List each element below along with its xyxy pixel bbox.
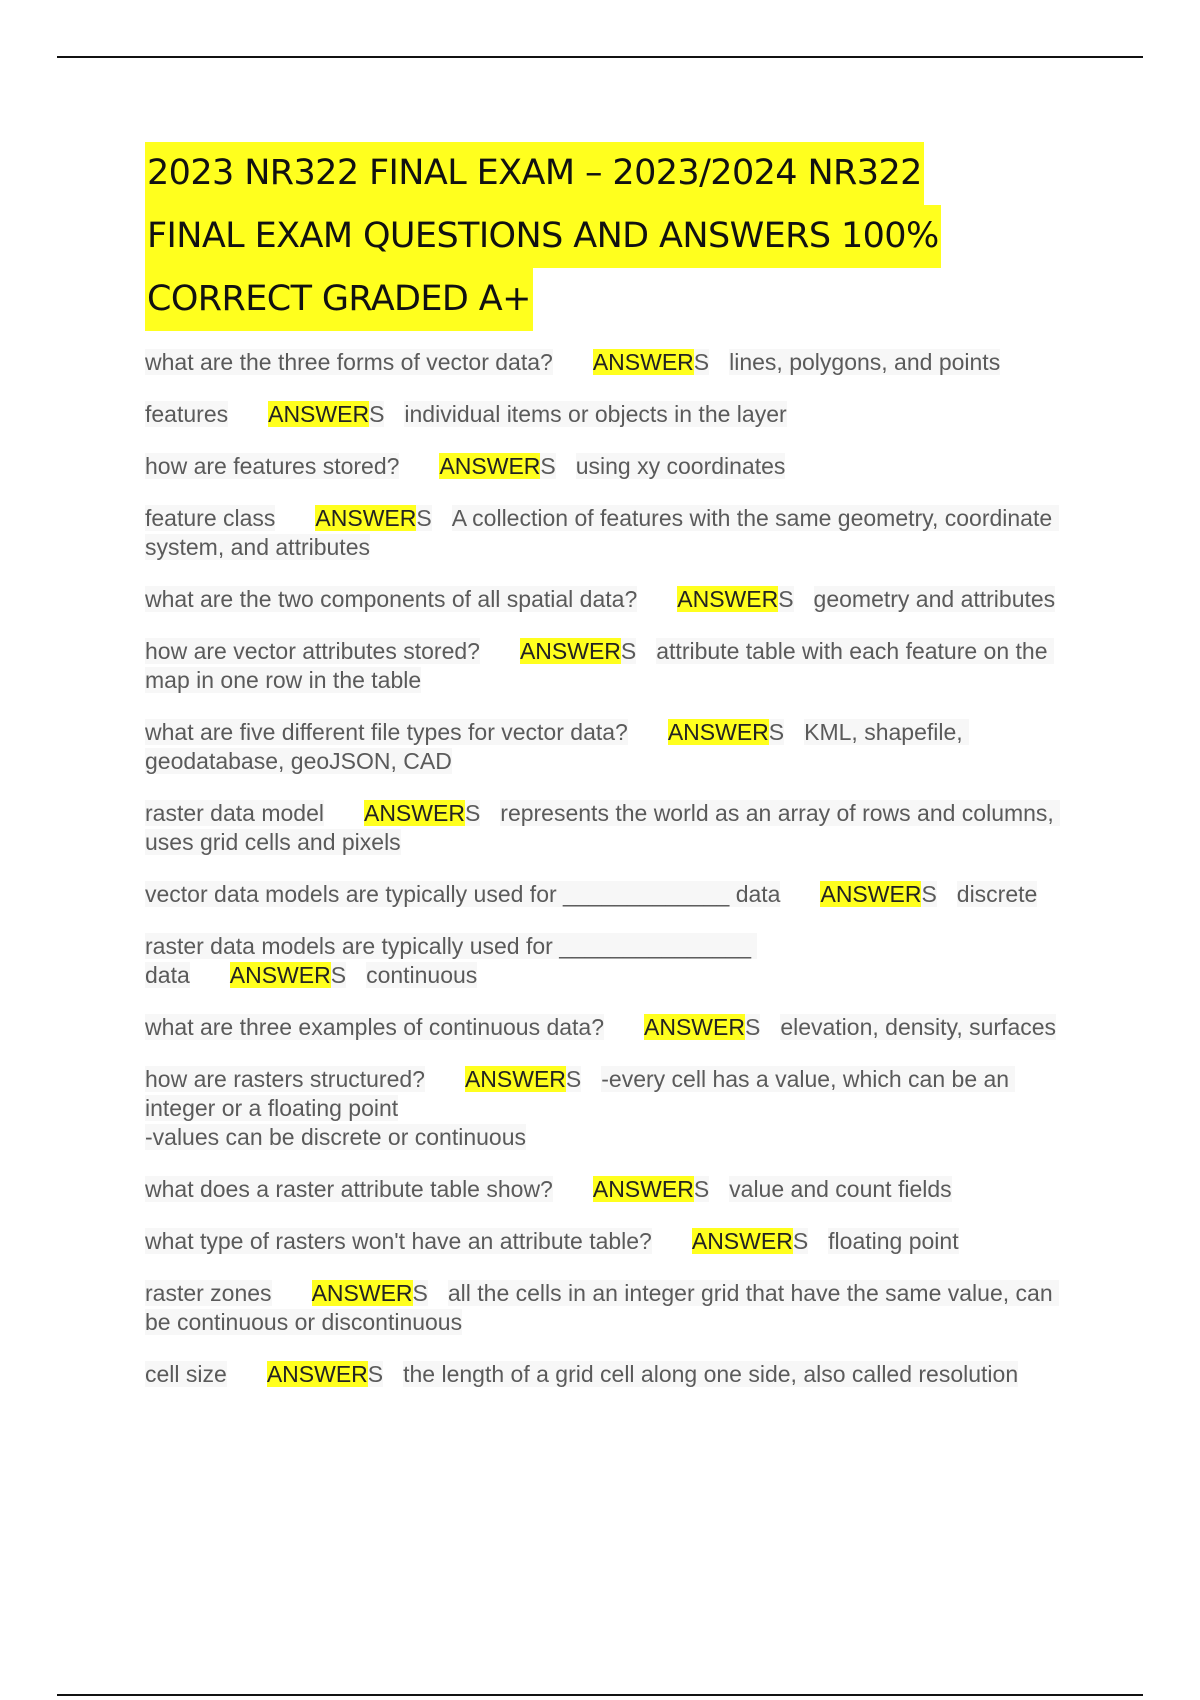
answer-label	[439, 453, 555, 479]
qa-item	[145, 799, 1065, 857]
top-rule	[57, 56, 1143, 58]
answer-label-tail: S	[565, 1066, 582, 1092]
answer-label-tail: S	[367, 1361, 384, 1387]
qa-list	[145, 348, 1065, 1412]
qa-item	[145, 880, 1065, 909]
answer-text: continuous	[366, 962, 478, 988]
answer-label	[315, 505, 431, 531]
answer-text: attribute table with each feature on the map in one row in the table	[145, 638, 1054, 693]
answer-label-tail: S	[744, 1014, 761, 1040]
answer-label	[644, 1014, 760, 1040]
question-text: raster zones	[145, 1280, 272, 1306]
answer-label-tail: S	[693, 349, 710, 375]
title-line: 2023 NR322 FINAL EXAM – 2023/2024 NR322	[145, 142, 924, 205]
qa-item	[145, 1227, 1065, 1256]
answer-text: geometry and attributes	[813, 586, 1056, 612]
answer-label-highlight: ANSWER	[311, 1280, 413, 1306]
qa-item	[145, 932, 1065, 990]
answer-text: represents the world as an array of rows and columns, uses grid cells and pixels	[145, 800, 1061, 855]
question-text: how are rasters structured?	[145, 1066, 425, 1092]
qa-item	[145, 400, 1065, 429]
question-text: what are three examples of continuous data?	[145, 1014, 605, 1040]
answer-label-highlight: ANSWER	[820, 881, 922, 907]
question-text: cell size	[145, 1361, 227, 1387]
answer-text: lines, polygons, and points	[729, 349, 1001, 375]
answer-label	[593, 349, 709, 375]
answer-label-highlight: ANSWER	[519, 638, 621, 664]
answer-text: elevation, density, surfaces	[780, 1014, 1057, 1040]
qa-item	[145, 1065, 1065, 1152]
answer-label-highlight: ANSWER	[677, 586, 779, 612]
answer-label	[312, 1280, 428, 1306]
answer-label-highlight: ANSWER	[266, 1361, 368, 1387]
answer-label	[267, 1361, 383, 1387]
answer-label	[692, 1228, 808, 1254]
qa-item	[145, 452, 1065, 481]
answer-label-tail: S	[921, 881, 937, 907]
answer-text: KML, shapefile, geodatabase, geoJSON, CAD	[145, 719, 970, 774]
answer-label-tail: S	[330, 962, 347, 988]
answer-label	[820, 881, 936, 907]
qa-item	[145, 585, 1065, 614]
qa-item	[145, 1360, 1065, 1389]
title-line: CORRECT GRADED A+	[145, 268, 533, 331]
answer-label-highlight: ANSWER	[268, 401, 370, 427]
answer-text: value and count fields	[729, 1176, 952, 1202]
answer-label	[230, 962, 346, 988]
answer-text: individual items or objects in the layer	[404, 401, 787, 427]
question-text: what are the two components of all spatial data?	[145, 586, 638, 612]
qa-item	[145, 504, 1065, 562]
answer-label	[593, 1176, 709, 1202]
document-title	[145, 142, 1045, 331]
question-text: how are features stored?	[145, 453, 400, 479]
answer-label	[520, 638, 636, 664]
answer-label-tail: S	[369, 401, 385, 427]
answer-label-highlight: ANSWER	[592, 349, 694, 375]
answer-label-tail: S	[768, 719, 785, 745]
answer-label	[465, 1066, 581, 1092]
answer-label	[677, 586, 793, 612]
question-text: vector data models are typically used for _____________ data	[145, 881, 781, 907]
answer-text: all the cells in an integer grid that have the same value, can be continuous or discontinuous	[145, 1280, 1059, 1335]
answer-label-tail: S	[693, 1176, 710, 1202]
answer-text: using xy coordinates	[575, 453, 786, 479]
question-text: raster data models are typically used for _______________ data	[145, 933, 758, 988]
answer-label-tail: S	[412, 1280, 428, 1306]
qa-item	[145, 1175, 1065, 1204]
answer-label-highlight: ANSWER	[315, 505, 417, 531]
answer-text: floating point	[828, 1228, 959, 1254]
answer-label-highlight: ANSWER	[644, 1014, 745, 1040]
answer-text: -every cell has a value, which can be an integer or a floating point -values can be discrete or continuous	[145, 1066, 1015, 1150]
answer-label-highlight: ANSWER	[229, 962, 331, 988]
answer-label-tail: S	[540, 453, 556, 479]
qa-item	[145, 1013, 1065, 1042]
qa-item	[145, 348, 1065, 377]
question-text: features	[145, 401, 229, 427]
answer-label-highlight: ANSWER	[439, 453, 541, 479]
qa-item	[145, 1279, 1065, 1337]
answer-label-tail: S	[792, 1228, 809, 1254]
bottom-rule	[57, 1694, 1143, 1696]
answer-label-highlight: ANSWER	[667, 719, 769, 745]
answer-text: discrete	[956, 881, 1038, 907]
answer-label-tail: S	[416, 505, 432, 531]
question-text: what are five different file types for vector data?	[145, 719, 628, 745]
answer-text: the length of a grid cell along one side, also called resolution	[403, 1361, 1019, 1387]
question-text: what does a raster attribute table show?	[145, 1176, 553, 1202]
answer-label	[668, 719, 784, 745]
question-text: raster data model	[145, 800, 324, 826]
answer-label-highlight: ANSWER	[363, 800, 465, 826]
answer-label-tail: S	[778, 586, 794, 612]
answer-label-highlight: ANSWER	[592, 1176, 694, 1202]
question-text: feature class	[145, 505, 276, 531]
answer-label-tail: S	[620, 638, 637, 664]
answer-label-highlight: ANSWER	[691, 1228, 793, 1254]
answer-label-highlight: ANSWER	[464, 1066, 566, 1092]
answer-label	[364, 800, 480, 826]
answer-label-tail: S	[464, 800, 481, 826]
question-text: what type of rasters won't have an attribute table?	[145, 1228, 652, 1254]
answer-text: A collection of features with the same geometry, coordinate system, and attributes	[145, 505, 1059, 560]
question-text: what are the three forms of vector data?	[145, 349, 553, 375]
qa-item	[145, 637, 1065, 695]
question-text: how are vector attributes stored?	[145, 638, 480, 664]
title-line: FINAL EXAM QUESTIONS AND ANSWERS 100%	[145, 205, 941, 268]
answer-label	[268, 401, 384, 427]
qa-item	[145, 718, 1065, 776]
